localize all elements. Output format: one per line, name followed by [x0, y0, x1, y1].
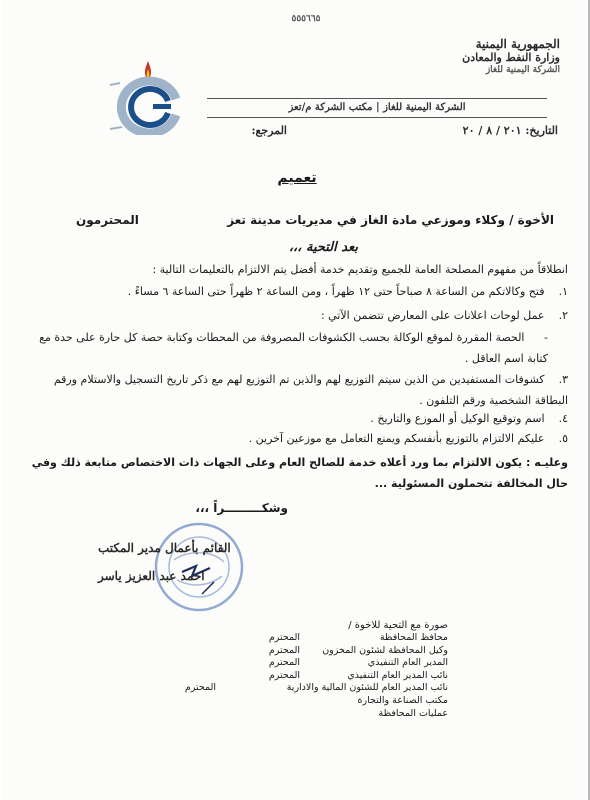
- circular-title: تعميم: [277, 170, 317, 186]
- recipient-honorific: المحترم: [268, 632, 300, 643]
- signer-name: احمد عبد العزيز ياسر: [98, 569, 205, 583]
- item-number: ٤.: [558, 412, 568, 425]
- instruction-sub-item: [28, 327, 548, 369]
- instruction-item: [28, 431, 568, 447]
- recipient-name: وكيل المحافظة لشئون المخزون: [322, 644, 448, 656]
- copy-recipient: [128, 632, 448, 645]
- recipient-honorific: المحترم: [268, 644, 300, 656]
- item-bullet: -: [544, 331, 548, 344]
- addressee: الأخوة / وكلاء وموزعي مادة الغاز في مديريات مدينة تعز: [227, 213, 554, 227]
- letterhead-line-1: الجمهورية اليمنية: [475, 37, 560, 51]
- addressee-honorific: المحترمون: [76, 213, 139, 227]
- instruction-item: [28, 284, 568, 300]
- instruction-item: [28, 369, 568, 411]
- date-value: ٢٠١ / ٨ / ٢٠: [462, 124, 522, 137]
- item-number: ٢.: [558, 309, 568, 322]
- office-line: الشركة اليمنية للغاز | مكتب الشركة م/تعز: [207, 98, 547, 118]
- letterhead: [410, 38, 560, 77]
- item-text: فتح وكالاتكم من الساعة ٨ صباحاً حتى ١٢ ظهراً ، ومن الساعة ٢ ظهراً حتى الساعة ٦ مساءً .: [127, 285, 545, 298]
- letterhead-line-3: الشركة اليمنية للغاز: [485, 65, 560, 75]
- copy-recipient: [128, 682, 448, 695]
- intro-text: انطلاقاً من مفهوم المصلحة العامة للجميع وتقديم خدمة أفضل يتم الالتزام بالتعليمات التالية :: [152, 263, 568, 276]
- conclusion-text: وعليـه : يكون الالتزام بما ورد أعلاه خدمة للصالح العام وعلى الجهات ذات الاختصاص متابعة ذلك وفي حال المخالفة تتحملون المسئولية ...: [31, 456, 568, 490]
- copy-recipient: [128, 670, 448, 683]
- item-number: ٣.: [558, 373, 568, 386]
- recipient-name: محافظ المحافظة: [379, 632, 448, 643]
- item-text: عليكم الالتزام بالتوزيع بأنفسكم ويمنع التعامل مع موزعين آخرين .: [248, 432, 545, 445]
- copies-title: صورة مع التحية للاخوة /: [348, 620, 448, 631]
- company-logo: [98, 55, 198, 135]
- item-number: ٥.: [558, 432, 568, 445]
- recipient-name: نائب المدير العام التنفيذي: [347, 669, 448, 681]
- recipient-name: المدير العام التنفيذي: [367, 657, 448, 669]
- date-label: التاريخ:: [525, 124, 558, 137]
- recipient-name: مكتب الصناعة والتجارة: [357, 694, 448, 706]
- item-text: الحصة المقررة لموقع الوكالة بحسب الكشوفات المصروفة من المحطات وكتابة حصة كل حارة على حدة مع كتابة اسم العاقل .: [39, 331, 548, 365]
- item-number: ١.: [558, 285, 568, 298]
- recipient-honorific: المحترم: [268, 657, 300, 669]
- copies-list: [128, 632, 448, 720]
- recipient-name: عمليات المحافظة: [378, 707, 448, 719]
- reference-label: المرجع:: [251, 124, 287, 137]
- copy-recipient: [128, 695, 448, 708]
- instruction-item: [28, 411, 568, 427]
- top-stamp: ٥٥٥٦٦٥: [291, 14, 321, 24]
- signer-title: القائم بأعمال مدير المكتب: [98, 541, 231, 555]
- greeting: بعد التحية ،،،: [288, 240, 358, 255]
- recipient-honorific: المحترم: [268, 669, 300, 681]
- document-page: [2, 0, 590, 800]
- recipient-name: نائب المدير العام للشئون المالية والادارية: [286, 682, 448, 694]
- copy-recipient: [128, 645, 448, 658]
- item-text: كشوفات المستفيدين من الذين سيتم التوزيع لهم والذين تم التوزيع لهم مع ذكر تاريخ التسجيل والاستلام ورقم البطاقة الشخصية ورقم التلفون .: [53, 373, 568, 407]
- recipient-honorific: المحترم: [184, 682, 216, 694]
- copy-recipient: [128, 708, 448, 721]
- item-text: عمل لوحات اعلانات على المعارض تتضمن الآتي :: [320, 309, 545, 322]
- closing-thanks: وشكـــــــــراً ،،،: [195, 501, 288, 515]
- letterhead-line-2: وزارة النفط والمعادن: [462, 51, 560, 64]
- copy-recipient: [128, 657, 448, 670]
- instruction-item: [28, 308, 568, 324]
- item-text: اسم وتوقيع الوكيل أو الموزع والتاريخ .: [370, 412, 545, 425]
- date-row: [298, 124, 558, 137]
